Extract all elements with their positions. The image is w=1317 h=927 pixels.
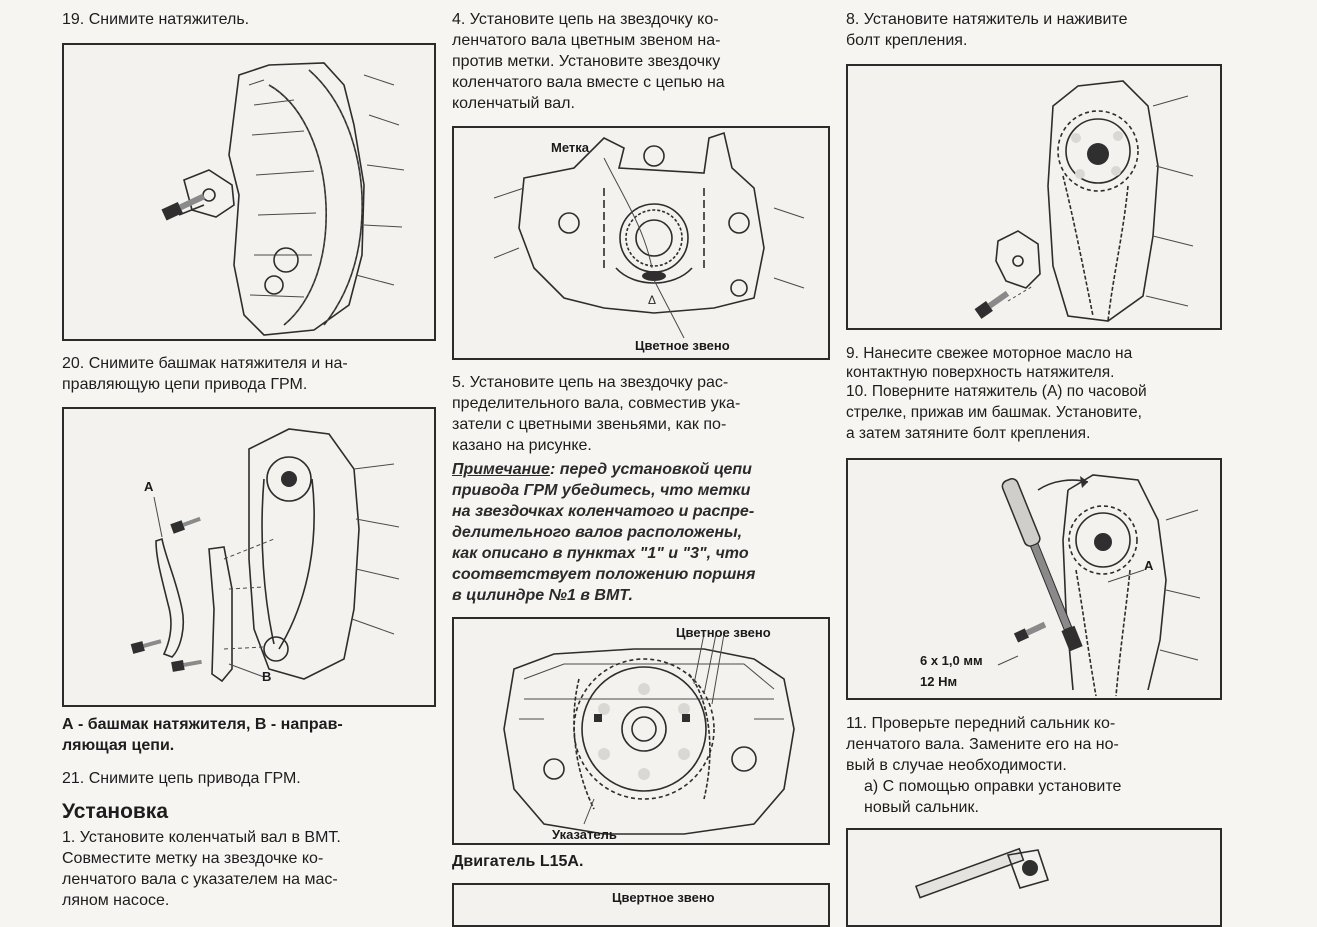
step-10-line-3: а затем затяните болт крепления. [846,425,1091,442]
step-8-line-1: 8. Установите натяжитель и наживите [846,11,1128,28]
step-1-line-2: Совместите метку на звездочке ко- [62,850,324,867]
figure-l15a-chain [452,617,830,845]
step-11a-line-1: а) С помощью оправки установите [864,778,1122,795]
tensioner-removal-drawing [64,45,434,339]
figure-install-seal [846,828,1222,927]
step-11-line-2: ленчатого вала. Замените его на но- [846,736,1119,753]
step-11-line-1: 11. Проверьте передний сальник ко- [846,715,1116,732]
section-heading-installation: Установка [62,800,168,823]
figure-shoe-and-guide [62,407,436,707]
figure-tighten-tensioner [846,458,1222,700]
figure-label-a: A [144,479,154,494]
crank-sprocket-drawing [454,128,828,358]
label-colored-link-3: Цвертное звено [612,890,715,905]
figure-install-tensioner [846,64,1222,330]
step-9-line-2: контактную поверхность натяжителя. [846,364,1115,381]
step-11-line-3: вый в случае необходимости. [846,757,1067,774]
note-line-4: делительного валов расположены, [452,524,743,541]
step-1-line-1: 1. Установите коленчатый вал в ВМТ. [62,829,341,846]
step-5-line-2: пределительного вала, совместив ука- [452,395,741,412]
step-1-line-4: ляном насосе. [62,892,170,909]
note-line-1-text: : перед установкой цепи [549,461,752,478]
step-11a-line-2: новый сальник. [864,799,979,816]
step-4-line-2: ленчатого вала цветным звеном на- [452,32,721,49]
figure-tensioner-removal [62,43,436,341]
figure-next-colored-link [452,883,830,927]
mark-triangle-glyph: Δ [648,293,657,307]
tighten-tensioner-drawing [848,460,1220,698]
step-10-line-1: 10. Поверните натяжитель (А) по часовой [846,383,1147,400]
note-line-3: на звездочках коленчатого и распре- [452,503,755,520]
step-19-text: 19. Снимите натяжитель. [62,11,250,28]
step-4-line-4: коленчатого вала вместе с цепью на [452,74,725,91]
step-4-line-3: против метки. Установите звездочку [452,53,721,70]
l15a-chain-drawing [454,619,828,843]
step-21-text: 21. Снимите цепь привода ГРМ. [62,770,301,787]
step-5-line-3: затели с цветными звеньями, как по- [452,416,727,433]
label-a-tensioner: A [1144,558,1154,573]
figure-caption-line-1: А - башмак натяжителя, В - направ- [62,716,343,733]
note-line-7: в цилиндре №1 в ВМТ. [452,587,633,604]
step-5-line-1: 5. Установите цепь на звездочку рас- [452,374,729,391]
install-tensioner-drawing [848,66,1220,328]
figure-label-b: B [262,669,272,684]
note-line-2: привода ГРМ убедитесь, что метки [452,482,751,499]
note-line-6: соответствует положению поршня [452,566,756,583]
step-20-line-2: правляющую цепи привода ГРМ. [62,376,308,393]
label-pointer: Указатель [552,827,617,842]
figure-crank-sprocket-mark [452,126,830,360]
shoe-and-guide-drawing [64,409,434,705]
label-colored-link: Цветное звено [635,338,730,353]
note-line-5: как описано в пунктах "1" и "3", что [452,545,749,562]
label-bolt-size: 6 x 1,0 мм [920,653,983,668]
step-1-line-3: ленчатого вала с указателем на мас- [62,871,338,888]
label-mark: Метка [551,140,589,155]
step-10-line-2: стрелке, прижав им башмак. Установите, [846,404,1142,421]
step-8-line-2: болт крепления. [846,32,968,49]
label-torque: 12 Нм [920,674,958,689]
label-colored-link-2: Цветное звено [676,625,771,640]
step-9-line-1: 9. Нанесите свежее моторное масло на [846,345,1133,362]
step-4-line-1: 4. Установите цепь на звездочку ко- [452,11,719,28]
engine-caption: Двигатель L15A. [452,853,584,870]
step-4-line-5: коленчатый вал. [452,95,575,112]
figure-caption-line-2: ляющая цепи. [62,737,175,754]
note-prefix: Примечание [452,461,550,478]
note-line-1 [452,459,832,480]
step-5-line-4: казано на рисунке. [452,437,592,454]
step-20-line-1: 20. Снимите башмак натяжителя и на- [62,355,348,372]
